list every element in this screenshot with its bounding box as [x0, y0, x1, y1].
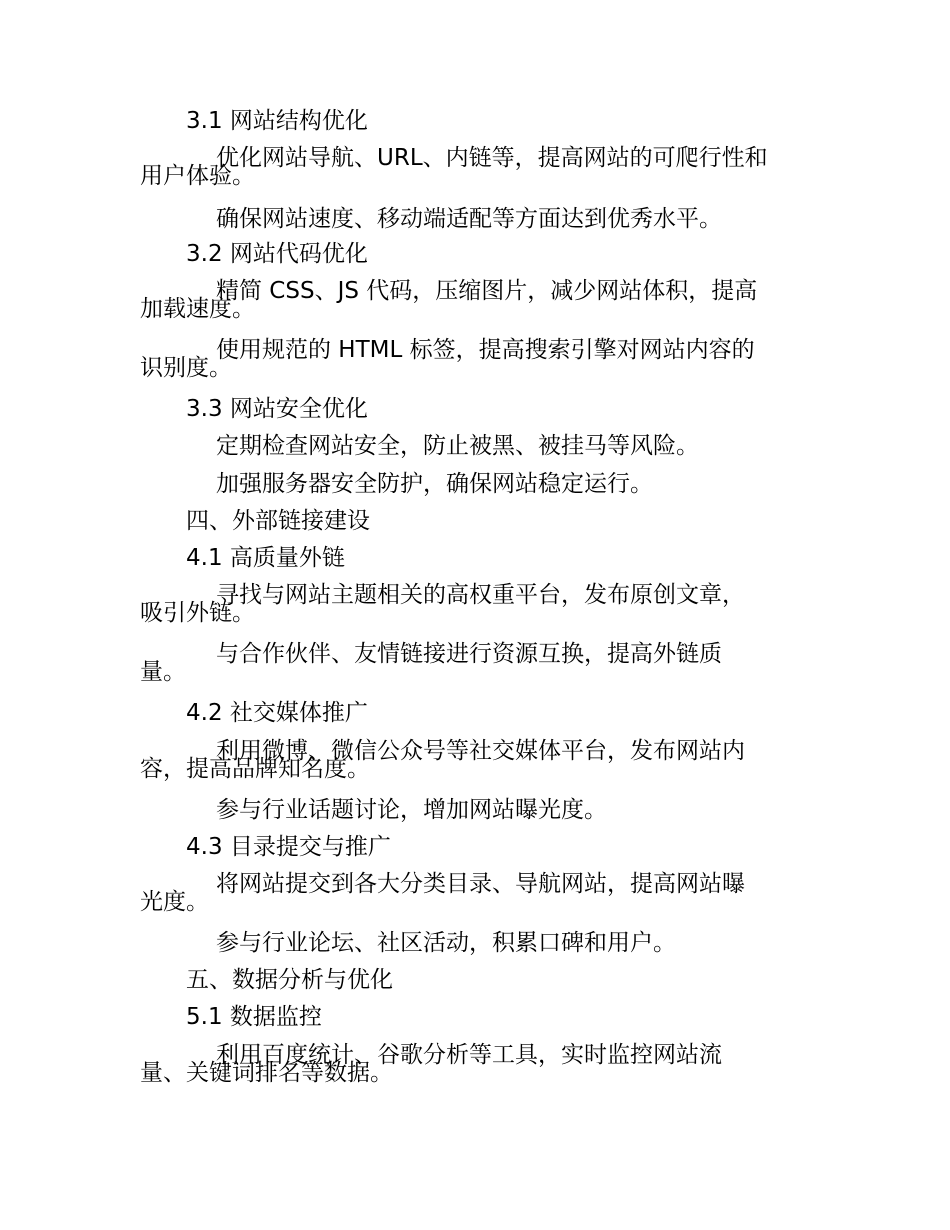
paragraph-line-continuation: 光度。 — [140, 889, 209, 915]
paragraph-line: 精简 CSS、JS 代码，压缩图片，减少网站体积，提高 — [216, 278, 758, 304]
chapter-heading-5: 五、数据分析与优化 — [186, 967, 393, 993]
section-heading-4-2: 4.2 社交媒体推广 — [186, 700, 368, 726]
section-heading-4-1: 4.1 高质量外链 — [186, 545, 345, 571]
paragraph — [216, 469, 816, 499]
paragraph-line-continuation: 量、关键词排名等数据。 — [140, 1060, 393, 1086]
paragraph — [140, 276, 816, 324]
paragraph-line: 使用规范的 HTML 标签，提高搜索引擎对网站内容的 — [216, 337, 755, 363]
paragraph-line-continuation: 量。 — [140, 659, 186, 685]
paragraph — [140, 143, 816, 191]
paragraph-line: 确保网站速度、移动端适配等方面达到优秀水平。 — [216, 206, 722, 232]
paragraph-line: 利用百度统计、谷歌分析等工具，实时监控网站流 — [216, 1042, 722, 1068]
paragraph — [140, 639, 816, 687]
paragraph-line: 利用微博、微信公众号等社交媒体平台，发布网站内 — [216, 738, 745, 764]
paragraph — [140, 335, 816, 383]
paragraph-line-continuation: 吸引外链。 — [140, 600, 255, 626]
paragraph-line: 定期检查网站安全，防止被黑、被挂马等风险。 — [216, 433, 699, 459]
paragraph — [216, 795, 816, 825]
paragraph-line: 参与行业话题讨论，增加网站曝光度。 — [216, 797, 607, 823]
section-heading-3-1: 3.1 网站结构优化 — [186, 108, 368, 134]
paragraph — [140, 869, 816, 917]
section-heading-3-2: 3.2 网站代码优化 — [186, 241, 368, 267]
chapter-heading-4: 四、外部链接建设 — [186, 508, 370, 534]
paragraph-line: 寻找与网站主题相关的高权重平台，发布原创文章， — [216, 582, 745, 608]
paragraph — [216, 431, 816, 461]
section-heading-5-1: 5.1 数据监控 — [186, 1004, 322, 1030]
paragraph — [140, 736, 816, 784]
paragraph-line: 参与行业论坛、社区活动，积累口碑和用户。 — [216, 930, 676, 956]
paragraph-line-continuation: 用户体验。 — [140, 163, 255, 189]
paragraph-line-continuation: 加载速度。 — [140, 296, 255, 322]
paragraph-line-continuation: 识别度。 — [140, 355, 232, 381]
paragraph — [216, 204, 816, 234]
paragraph — [140, 1040, 816, 1088]
paragraph — [216, 928, 816, 958]
section-heading-3-3: 3.3 网站安全优化 — [186, 396, 368, 422]
section-heading-4-3: 4.3 目录提交与推广 — [186, 834, 391, 860]
paragraph-line: 优化网站导航、URL、内链等，提高网站的可爬行性和 — [216, 145, 768, 171]
paragraph — [140, 580, 816, 628]
paragraph-line-continuation: 容，提高品牌知名度。 — [140, 756, 370, 782]
paragraph-line: 与合作伙伴、友情链接进行资源互换，提高外链质 — [216, 641, 722, 667]
paragraph-line: 将网站提交到各大分类目录、导航网站，提高网站曝 — [216, 871, 745, 897]
paragraph-line: 加强服务器安全防护，确保网站稳定运行。 — [216, 471, 653, 497]
